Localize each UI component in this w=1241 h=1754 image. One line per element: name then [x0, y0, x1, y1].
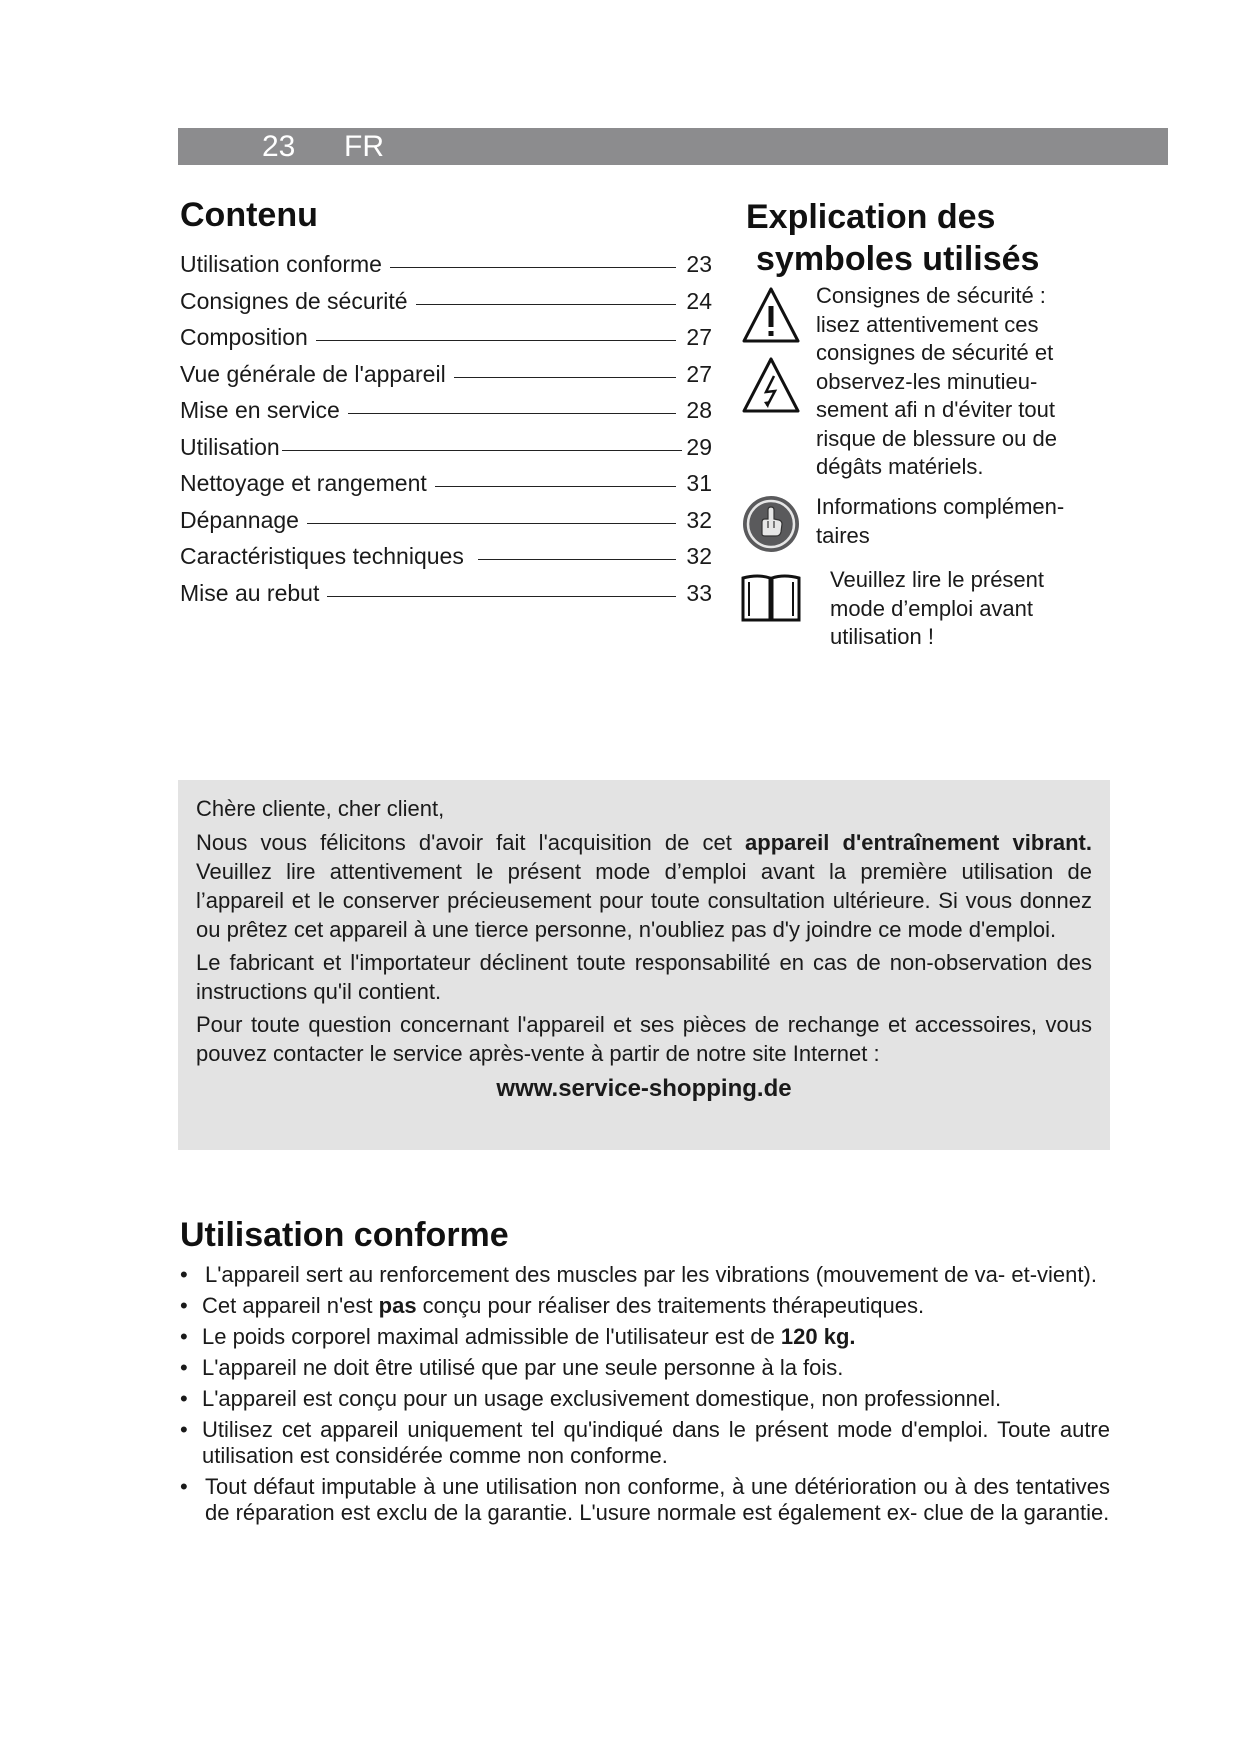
language-code: FR	[344, 130, 384, 163]
toc-item-label: Mise en service	[180, 397, 340, 423]
usage-item-text	[202, 1293, 1110, 1319]
intro-paragraph-3: Pour toute question concernant l'appareil et ses pièces de rechange et accessoires, vous pouvez contacter le service après-vente à partir de notre site Internet :	[196, 1012, 1092, 1066]
toc-leader-line	[348, 413, 676, 414]
read-manual-text: Veuillez lire le présent mode d’emploi avant utilisation !	[830, 567, 1045, 649]
toc-leader-line	[478, 559, 676, 560]
toc-leader-line	[454, 377, 676, 378]
toc-leader-line	[435, 486, 676, 487]
toc-item[interactable]	[180, 429, 712, 466]
usage-item-text: Utilisez cet appareil uniquement tel qu'indiqué dans le présent mode d'emploi. Toute autre utilisation est considérée comme non conforme.	[202, 1417, 1110, 1468]
page-header-bar	[178, 128, 1168, 165]
list-item	[180, 1293, 1110, 1319]
electric-hazard-icon	[742, 356, 800, 414]
page-number: 23	[262, 130, 296, 163]
table-of-contents	[180, 246, 712, 611]
usage-item-emphasis: pas	[378, 1293, 417, 1318]
toc-item[interactable]	[180, 538, 712, 575]
info-symbol-text: Informations complémen- taires	[816, 494, 1065, 548]
toc-leader-line	[390, 267, 676, 268]
usage-item-text: L'appareil sert au renforcement des muscles par les vibrations (mouvement de va- et-vient).	[205, 1262, 1097, 1287]
bullet: •	[180, 1355, 188, 1380]
toc-item-label: Consignes de sécurité	[180, 287, 408, 314]
list-item	[180, 1262, 1110, 1288]
toc-item-page: 33	[686, 579, 712, 606]
usage-item-emphasis: 120 kg.	[780, 1324, 856, 1349]
toc-item-page: 27	[686, 324, 712, 350]
intro-p1-rest: Veuillez lire attentivement le présent mode d’emploi avant la première utilisation de l’appareil et le conserver précieusement pour toute consultation ultérieure. Si vous donnez ou prêtez cet appareil à une tierce personne, n'oubliez pas d'y joindre ce mode d'emploi.	[196, 859, 1092, 942]
toc-item[interactable]	[180, 575, 712, 612]
toc-leader-line	[327, 596, 676, 597]
toc-item-page: 32	[686, 543, 712, 569]
bullet: •	[180, 1324, 188, 1349]
toc-item[interactable]	[180, 502, 712, 539]
toc-item[interactable]	[180, 246, 712, 283]
intro-paragraph-1	[196, 828, 1092, 944]
bullet: •	[180, 1386, 188, 1411]
usage-item-text: Tout défaut imputable à une utilisation non conforme, à une détérioration ou à des tentatives de réparation est exclu de la garantie. L'usure normale est également ex- clue de la garantie.	[205, 1474, 1110, 1525]
usage-item-text: L'appareil ne doit être utilisé que par une seule personne à la fois.	[202, 1355, 844, 1380]
service-website-link[interactable]: www.service-shopping.de	[496, 1075, 792, 1102]
toc-leader-line	[416, 304, 676, 305]
list-item	[180, 1417, 1110, 1469]
bullet: •	[180, 1293, 188, 1318]
toc-title: Contenu	[180, 196, 318, 234]
toc-item-page: 29	[686, 433, 712, 460]
usage-item-part: Cet appareil n'est	[202, 1293, 379, 1318]
toc-item-label: Utilisation	[180, 433, 280, 460]
toc-item-label: Caractéristiques techniques	[180, 543, 464, 569]
bullet: •	[180, 1417, 188, 1442]
list-item	[180, 1474, 1110, 1526]
toc-item-page: 24	[686, 287, 712, 314]
toc-item[interactable]	[180, 319, 712, 356]
hand-info-icon	[741, 494, 801, 554]
open-book-icon	[740, 572, 802, 624]
bullet: •	[180, 1474, 188, 1499]
toc-item-page: 28	[686, 397, 712, 423]
toc-item-page: 31	[686, 470, 712, 496]
toc-leader-line	[316, 340, 676, 341]
usage-list	[180, 1262, 1110, 1531]
toc-item-page: 23	[686, 251, 712, 277]
toc-item-label: Mise au rebut	[180, 579, 320, 606]
toc-item-label: Vue générale de l'appareil	[180, 360, 446, 387]
usage-title: Utilisation conforme	[180, 1216, 509, 1254]
toc-item[interactable]	[180, 356, 712, 393]
warning-triangle-icon	[742, 286, 800, 344]
intro-greeting: Chère cliente, cher client,	[196, 796, 445, 821]
toc-leader-line	[282, 450, 682, 451]
toc-item[interactable]	[180, 392, 712, 429]
toc-item-label: Utilisation conforme	[180, 251, 382, 277]
usage-item-text	[202, 1324, 1110, 1350]
toc-item[interactable]	[180, 283, 712, 320]
symbols-title	[746, 196, 1039, 280]
intro-p1-prefix: Nous vous félicitons d'avoir fait l'acquisition de cet	[196, 830, 746, 855]
usage-item-part: conçu pour réaliser des traitements thérapeutiques.	[416, 1293, 925, 1318]
toc-item-label: Dépannage	[180, 506, 299, 533]
list-item	[180, 1386, 1110, 1412]
intro-product-name: appareil d'entraînement vibrant.	[745, 830, 1092, 855]
list-item	[180, 1355, 1110, 1381]
list-item	[180, 1324, 1110, 1350]
intro-paragraph-2: Le fabricant et l'importateur déclinent toute responsabilité en cas de non-observation des instructions qu'il contient.	[196, 950, 1092, 1004]
usage-item-text: L'appareil est conçu pour un usage exclusivement domestique, non professionnel.	[202, 1386, 1002, 1411]
toc-item-page: 27	[686, 360, 712, 387]
usage-item-part: Le poids corporel maximal admissible de l'utilisateur est de	[202, 1324, 781, 1349]
toc-item[interactable]	[180, 465, 712, 502]
toc-item-label: Composition	[180, 324, 308, 350]
symbols-title-line2: symboles utilisés	[756, 240, 1040, 278]
symbols-title-line1: Explication des	[746, 198, 996, 236]
toc-item-label: Nettoyage et rangement	[180, 470, 427, 496]
safety-symbol-text: Consignes de sécurité : lisez attentivement ces consignes de sécurité et observez-les minutieu- sement afi n d'éviter tout risque de blessure ou de dégâts matériels.	[816, 283, 1057, 479]
toc-item-page: 32	[686, 506, 712, 533]
intro-box	[178, 780, 1110, 1150]
toc-leader-line	[307, 523, 676, 524]
bullet: •	[180, 1262, 188, 1287]
